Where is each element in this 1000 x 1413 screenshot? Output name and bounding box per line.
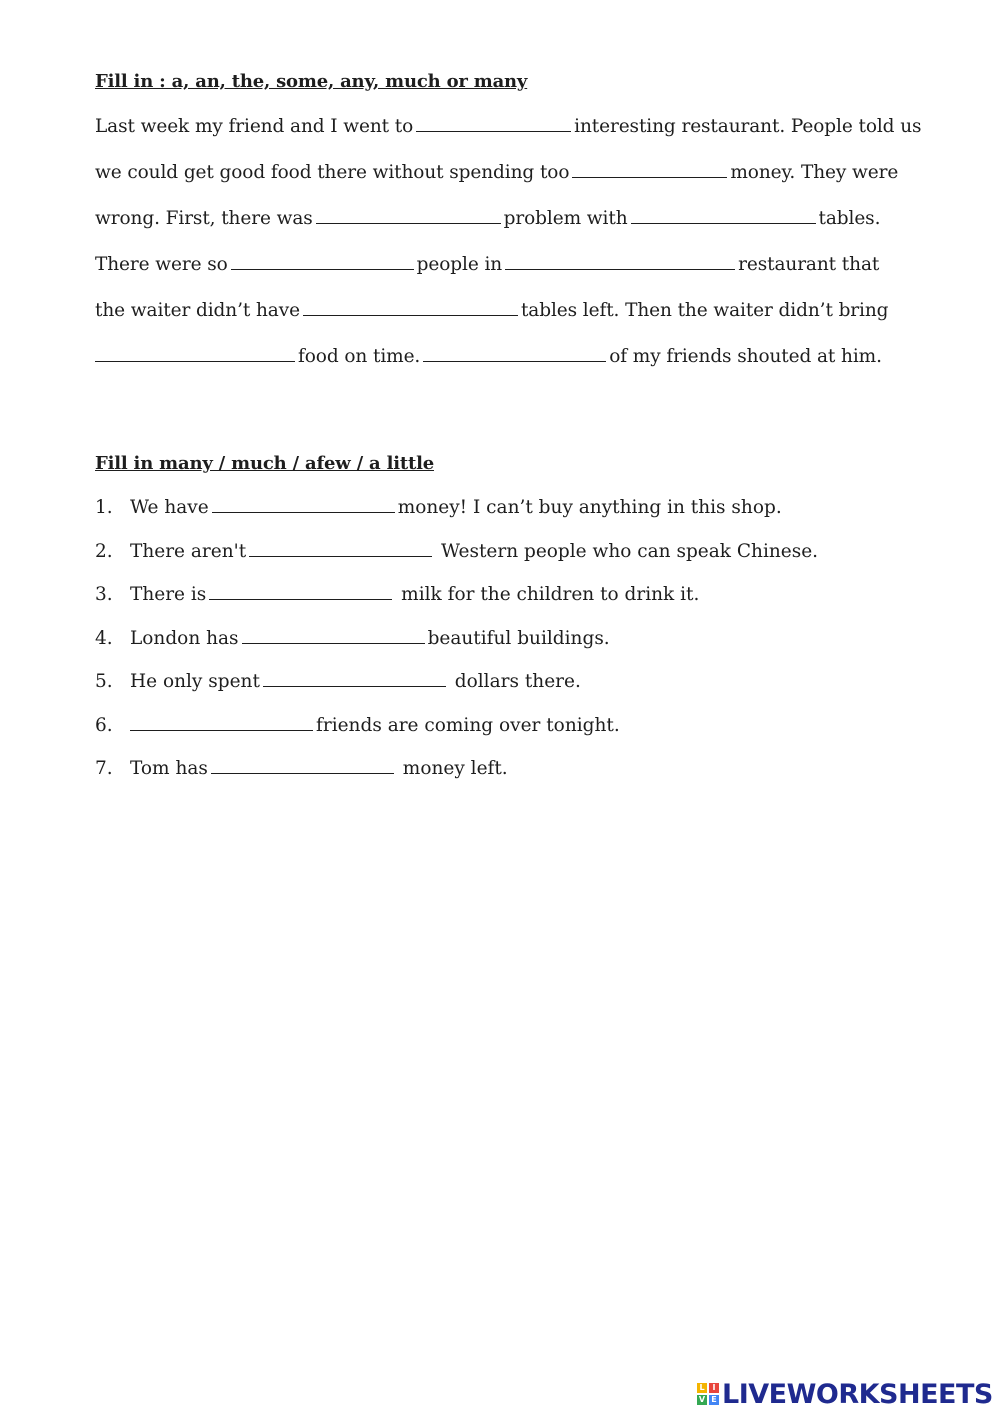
list-item-6 <box>95 714 620 736</box>
blank-field[interactable] <box>130 714 313 731</box>
item-number: 1. <box>95 497 113 518</box>
text-fragment: dollars there. <box>448 671 581 692</box>
list-item-5 <box>95 670 581 692</box>
text-fragment: tables left. Then the waiter didn’t bring <box>520 300 889 321</box>
blank-field[interactable] <box>505 253 735 270</box>
text-fragment: There aren't <box>130 541 247 562</box>
text-fragment: money! I can’t buy anything in this shop. <box>397 497 782 518</box>
paragraph-line-4 <box>95 253 879 275</box>
blank-field[interactable] <box>303 299 518 316</box>
text-fragment: interesting restaurant. People told us <box>574 116 922 137</box>
blank-field[interactable] <box>263 670 446 687</box>
paragraph-line-3 <box>95 207 880 229</box>
blank-field[interactable] <box>423 345 606 362</box>
blank-field[interactable] <box>95 345 295 362</box>
text-fragment: money. They were <box>730 162 899 183</box>
item-number: 6. <box>95 715 113 736</box>
blank-field[interactable] <box>211 757 394 774</box>
blank-field[interactable] <box>212 496 395 513</box>
text-fragment: London has <box>130 628 239 649</box>
list-item-3 <box>95 583 699 605</box>
liveworksheets-logo[interactable] <box>697 1377 993 1411</box>
text-fragment: food on time. <box>298 346 421 367</box>
section2-heading: Fill in many / much / afew / a little <box>95 453 434 474</box>
text-fragment: problem with <box>503 208 628 229</box>
text-fragment: people in <box>416 254 503 275</box>
paragraph-line-2 <box>95 161 898 183</box>
text-fragment: There were so <box>95 254 228 275</box>
blank-field[interactable] <box>249 540 432 557</box>
blank-field[interactable] <box>231 253 414 270</box>
paragraph-line-6 <box>95 345 882 367</box>
logo-tile: V <box>698 1395 706 1404</box>
item-number: 7. <box>95 758 113 779</box>
item-number: 4. <box>95 628 113 649</box>
text-fragment: of my friends shouted at him. <box>609 346 882 367</box>
item-number: 2. <box>95 541 113 562</box>
section1-heading: Fill in : a, an, the, some, any, much or many <box>95 71 528 92</box>
text-fragment: we could get good food there without spending too <box>95 162 570 183</box>
text-fragment: Tom has <box>130 758 208 779</box>
text-fragment: Last week my friend and I went to <box>95 116 414 137</box>
text-fragment: We have <box>130 497 209 518</box>
blank-field[interactable] <box>209 583 392 600</box>
paragraph-line-1 <box>95 115 921 137</box>
text-fragment: friends are coming over tonight. <box>316 715 620 736</box>
logo-mark-icon <box>697 1383 719 1405</box>
text-fragment: money left. <box>396 758 508 779</box>
text-fragment: Western people who can speak Chinese. <box>435 541 819 562</box>
list-item-7 <box>95 757 508 779</box>
text-fragment: wrong. First, there was <box>95 208 313 229</box>
text-fragment: He only spent <box>130 671 260 692</box>
logo-tile: L <box>697 1383 707 1393</box>
logo-tile: I <box>709 1383 719 1393</box>
list-item-1 <box>95 496 782 518</box>
item-number: 3. <box>95 584 113 605</box>
blank-field[interactable] <box>631 207 816 224</box>
text-fragment: the waiter didn’t have <box>95 300 300 321</box>
blank-field[interactable] <box>416 115 571 132</box>
paragraph-line-5 <box>95 299 888 321</box>
list-item-2 <box>95 540 818 562</box>
text-fragment: tables. <box>818 208 881 229</box>
logo-text: LIVEWORKSHEETS <box>722 1378 993 1410</box>
text-fragment: beautiful buildings. <box>427 628 610 649</box>
text-fragment: There is <box>130 584 207 605</box>
text-fragment: milk for the children to drink it. <box>395 584 700 605</box>
list-item-4 <box>95 627 610 649</box>
blank-field[interactable] <box>316 207 501 224</box>
text-fragment: restaurant that <box>738 254 880 275</box>
blank-field[interactable] <box>572 161 727 178</box>
blank-field[interactable] <box>242 627 425 644</box>
item-number: 5. <box>95 671 113 692</box>
logo-tile: E <box>709 1395 719 1405</box>
